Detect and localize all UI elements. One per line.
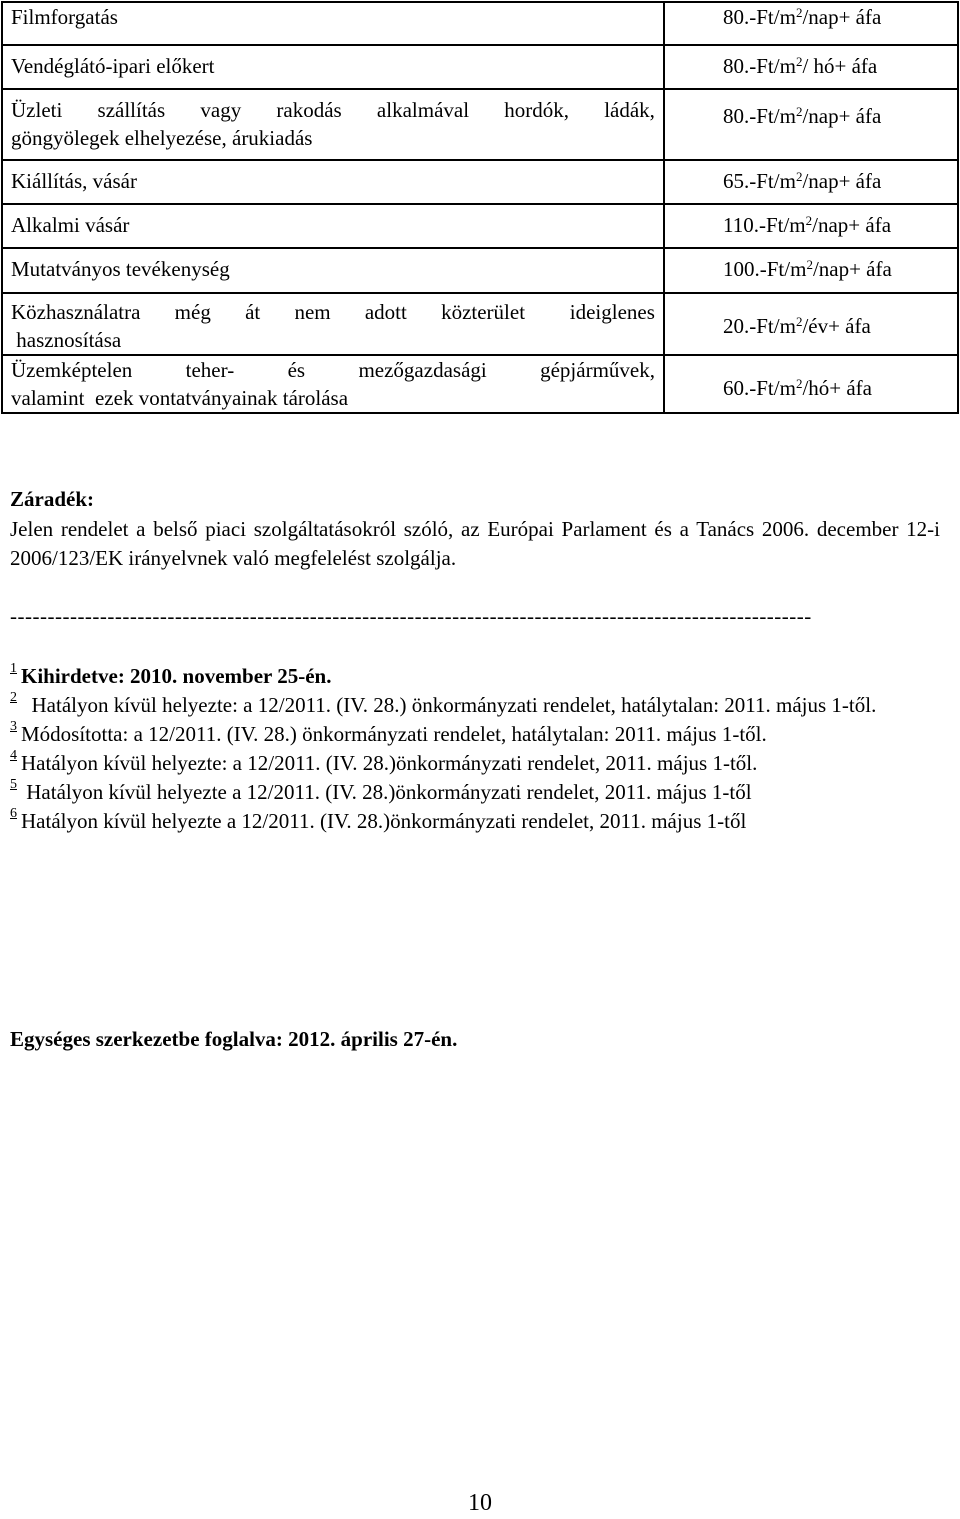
- price-amount: 110.-Ft/m: [723, 213, 806, 237]
- clause-text: Jelen rendelet a belső piaci szolgáltatásokról szóló, az Európai Parlament és a Tanács 2006. december 12-i 2006/123/EK irányelvnek való megfelelést szolgálja.: [10, 517, 940, 570]
- price-exponent: 2: [805, 212, 813, 228]
- table-row: [2, 89, 958, 160]
- table-row: [2, 45, 958, 89]
- table-row: [2, 293, 958, 355]
- footnote-text: Hatályon kívül helyezte: a 12/2011. (IV. 28.) önkormányzati rendelet, hatálytalan: 2011. május 1-től.: [31, 693, 877, 717]
- page-number: 10: [468, 1490, 492, 1516]
- fee-price: [664, 160, 958, 204]
- description-line: Üzleti szállítás vagy rakodás alkalmával hordók, ládák,: [11, 98, 655, 122]
- price-unit: /nap+ áfa: [812, 213, 892, 237]
- price-amount: 80.-Ft/m: [723, 54, 796, 78]
- fee-price: [664, 45, 958, 89]
- footnote-text: Hatályon kívül helyezte a 12/2011. (IV. 28.)önkormányzati rendelet, 2011. május 1-től: [21, 809, 747, 833]
- footnote: [10, 807, 940, 836]
- footnote-number: 3: [10, 718, 17, 734]
- price-unit: /nap+ áfa: [802, 5, 882, 29]
- price-unit: /nap+ áfa: [802, 169, 882, 193]
- footnote-text: Módosította: a 12/2011. (IV. 28.) önkormányzati rendelet, hatálytalan: 2011. május 1-től.: [21, 722, 767, 746]
- footnote: [10, 749, 940, 778]
- footnotes: [10, 662, 940, 836]
- price-exponent: 2: [806, 256, 813, 272]
- fee-price: [664, 293, 958, 355]
- fee-description: Vendéglátó-ipari előkert: [2, 45, 664, 89]
- table-row: [2, 204, 958, 248]
- footnote-number: 1: [10, 660, 17, 676]
- consolidation-note: Egységes szerkezetbe foglalva: 2012. április 27-én.: [10, 1027, 458, 1051]
- footnote: [10, 662, 940, 691]
- description-line: göngyölegek elhelyezése, árukiadás: [11, 126, 313, 150]
- table-row: [2, 160, 958, 204]
- price-amount: 65.-Ft/m: [723, 169, 796, 193]
- price-exponent: 2: [795, 313, 803, 329]
- footnote: [10, 778, 940, 807]
- footnote-text: Hatályon kívül helyezte: a 12/2011. (IV. 28.)önkormányzati rendelet, 2011. május 1-től.: [21, 751, 758, 775]
- footnote-text: Hatályon kívül helyezte a 12/2011. (IV. 28.)önkormányzati rendelet, 2011. május 1-től: [26, 780, 752, 804]
- price-exponent: 2: [795, 53, 803, 69]
- footnote-number: 2: [10, 689, 17, 705]
- fee-price: [664, 2, 958, 45]
- fee-price: [664, 89, 958, 160]
- price-exponent: 2: [795, 168, 803, 184]
- price-exponent: 2: [795, 103, 803, 119]
- footnote: [10, 720, 940, 749]
- footnote-number: 4: [10, 747, 17, 763]
- description-line: valamint ezek vontatványainak tárolása: [11, 386, 349, 410]
- fee-price: [664, 204, 958, 248]
- footnote: [10, 691, 940, 720]
- fee-description: [2, 89, 664, 160]
- table-row: [2, 355, 958, 413]
- price-amount: 80.-Ft/m: [723, 104, 796, 128]
- fee-description: [2, 293, 664, 355]
- fee-description: Filmforgatás: [2, 2, 664, 45]
- footnote-separator: -----------------------------------------------------------------------------------------------------------: [10, 604, 812, 628]
- clause-title: Záradék:: [10, 487, 94, 511]
- price-unit: /év+ áfa: [802, 314, 871, 338]
- price-unit: /nap+ áfa: [802, 104, 882, 128]
- table-row: [2, 2, 958, 45]
- price-exponent: 2: [795, 375, 803, 391]
- fee-description: Alkalmi vásár: [2, 204, 664, 248]
- fee-description: [2, 355, 664, 413]
- description-line: Közhasználatra még át nem adott közterület ideiglenes: [11, 300, 655, 324]
- fee-price: [664, 248, 958, 293]
- description-line: hasznosítása: [11, 328, 122, 352]
- price-unit: /hó+ áfa: [802, 376, 872, 400]
- price-unit: / hó+ áfa: [802, 54, 878, 78]
- price-amount: 80.-Ft/m: [723, 5, 796, 29]
- footnote-text: Kihirdetve: 2010. november 25-én.: [21, 664, 332, 688]
- fee-table: [1, 1, 959, 414]
- price-unit: /nap+ áfa: [812, 257, 892, 281]
- table-row: [2, 248, 958, 293]
- price-amount: 20.-Ft/m: [723, 314, 796, 338]
- price-amount: 100.-Ft/m: [723, 257, 807, 281]
- description-line: Üzemképtelen teher- és mezőgazdasági gépjárművek,: [11, 358, 655, 382]
- price-exponent: 2: [795, 4, 803, 20]
- fee-price: [664, 355, 958, 413]
- price-amount: 60.-Ft/m: [723, 376, 796, 400]
- fee-description: Kiállítás, vásár: [2, 160, 664, 204]
- footnote-number: 6: [10, 805, 17, 821]
- fee-description: Mutatványos tevékenység: [2, 248, 664, 293]
- footnote-number: 5: [10, 776, 17, 792]
